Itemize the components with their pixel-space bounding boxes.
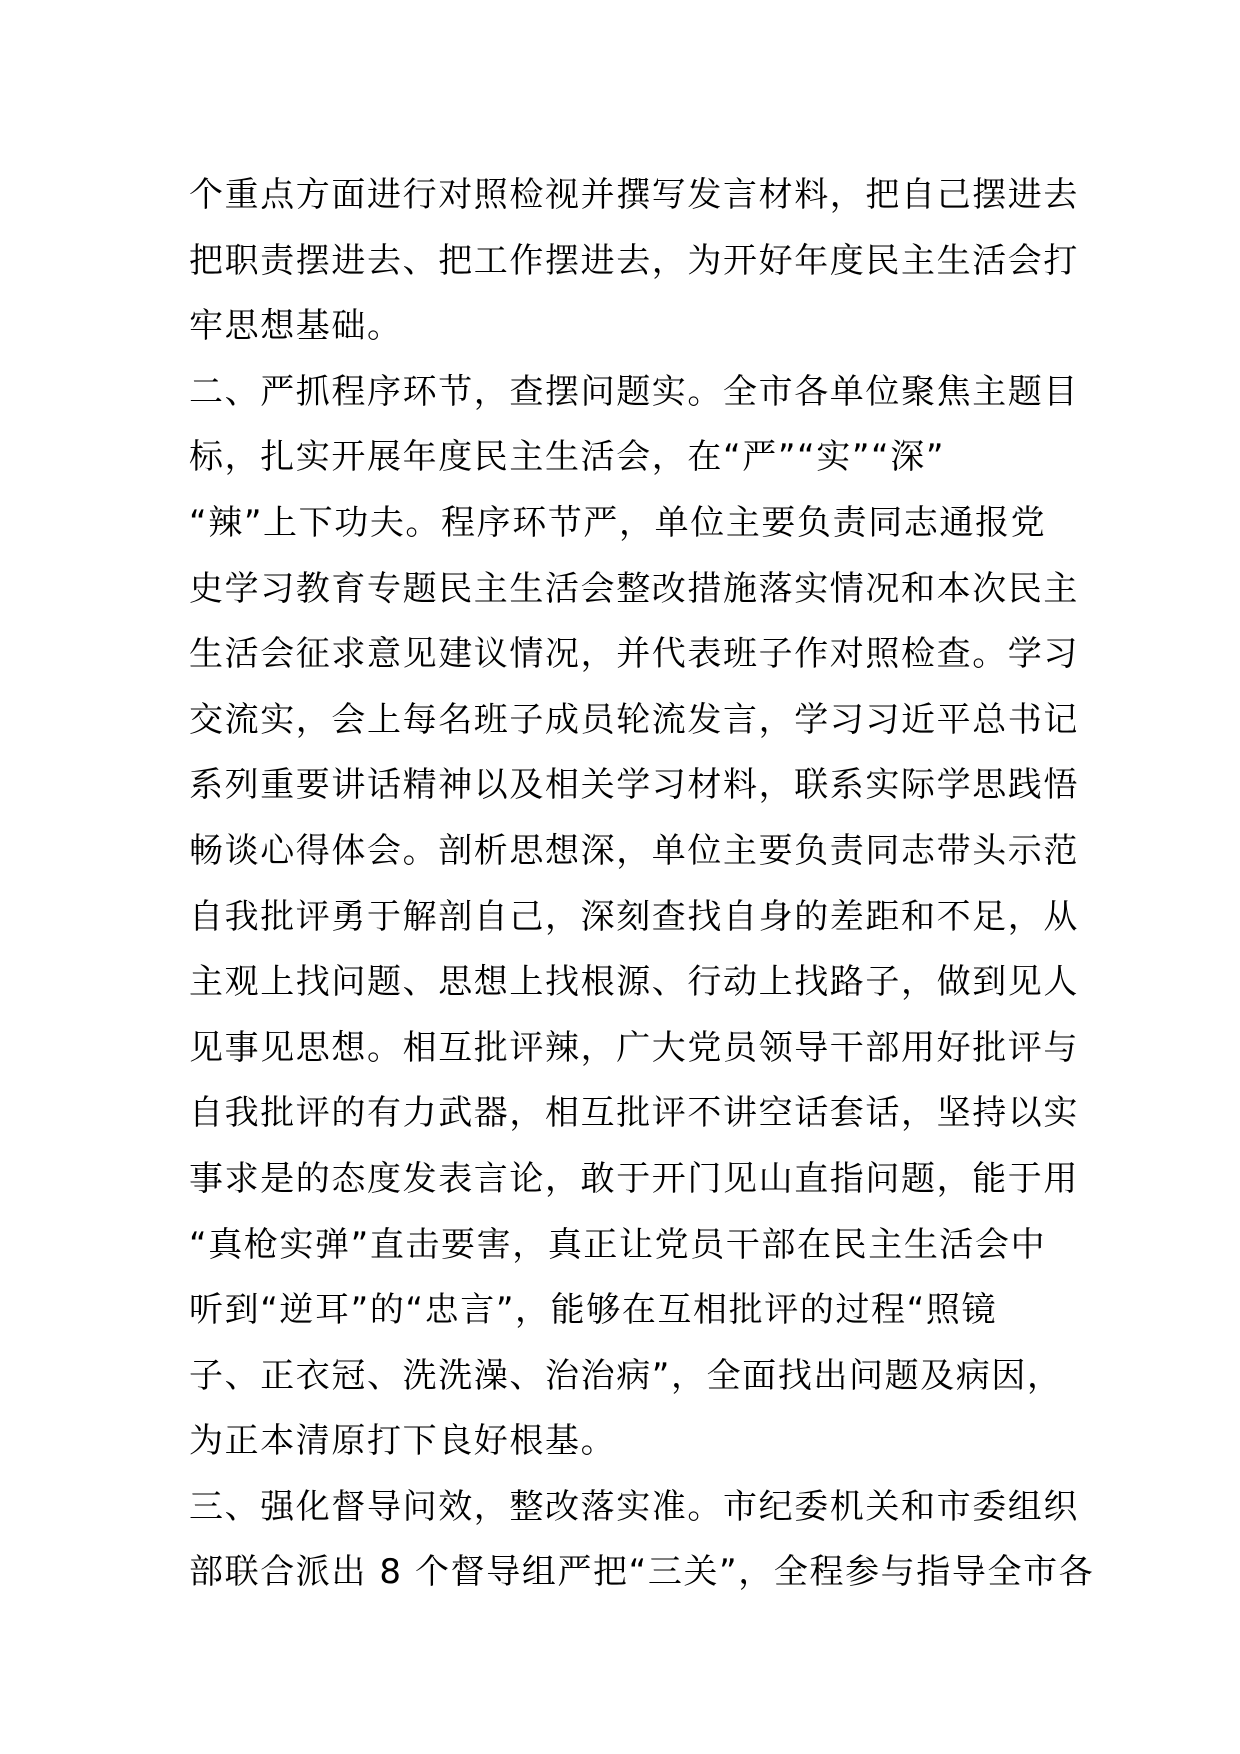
text-line: 畅谈心得体会。剖析思想深，单位主要负责同志带头示范	[189, 830, 1079, 871]
text-line: 事求是的态度发表言论，敢于开门见山直指问题，能于用	[189, 1158, 1079, 1199]
text-line: 个重点方面进行对照检视并撰写发言材料，把自己摆进去	[189, 175, 1079, 215]
text-line: 牢思想基础。	[189, 306, 403, 347]
text-line: “真枪实弹”直击要害，真正让党员干部在民主生活会中	[189, 1224, 1047, 1265]
text-line: 自我批评勇于解剖自己，深刻查找自身的差距和不足，从	[189, 896, 1079, 937]
text-line: 听到“逆耳”的“忠言”，能够在互相批评的过程“照镜	[189, 1290, 998, 1331]
text-line: 史学习教育专题民主生活会整改措施落实情况和本次民主	[189, 568, 1079, 609]
text-line: 自我批评的有力武器，相互批评不讲空话套话，坚持以实	[189, 1093, 1079, 1134]
text-line: 二、严抓程序环节，查摆问题实。全市各单位聚焦主题目	[189, 371, 1079, 412]
text-line: 系列重要讲话精神以及相关学习材料，联系实际学思践悟	[189, 765, 1079, 806]
text-line: 子、正衣冠、洗洗澡、治治病”，全面找出问题及病因，	[189, 1355, 1063, 1396]
text-line: “辣”上下功夫。程序环节严，单位主要负责同志通报党	[189, 502, 1047, 543]
text-line: 主观上找问题、思想上找根源、行动上找路子，做到见人	[189, 962, 1079, 1003]
text-line: 生活会征求意见建议情况，并代表班子作对照检查。学习	[189, 634, 1079, 675]
text-line: 部联合派出 8 个督导组严把“三关”，全程参与指导全市各	[189, 1552, 1095, 1593]
text-line: 交流实，会上每名班子成员轮流发言，学习习近平总书记	[189, 699, 1079, 740]
text-line: 把职责摆进去、把工作摆进去，为开好年度民主生活会打	[189, 240, 1079, 281]
body-text	[189, 163, 1095, 1606]
text-line: 见事见思想。相互批评辣，广大党员领导干部用好批评与	[189, 1027, 1079, 1068]
text-line: 三、强化督导问效，整改落实准。市纪委机关和市委组织	[189, 1486, 1079, 1527]
text-line: 为正本清原打下良好根基。	[189, 1421, 617, 1462]
text-line: 标，扎实开展年度民主生活会，在“严”“实”“深”	[189, 437, 946, 478]
